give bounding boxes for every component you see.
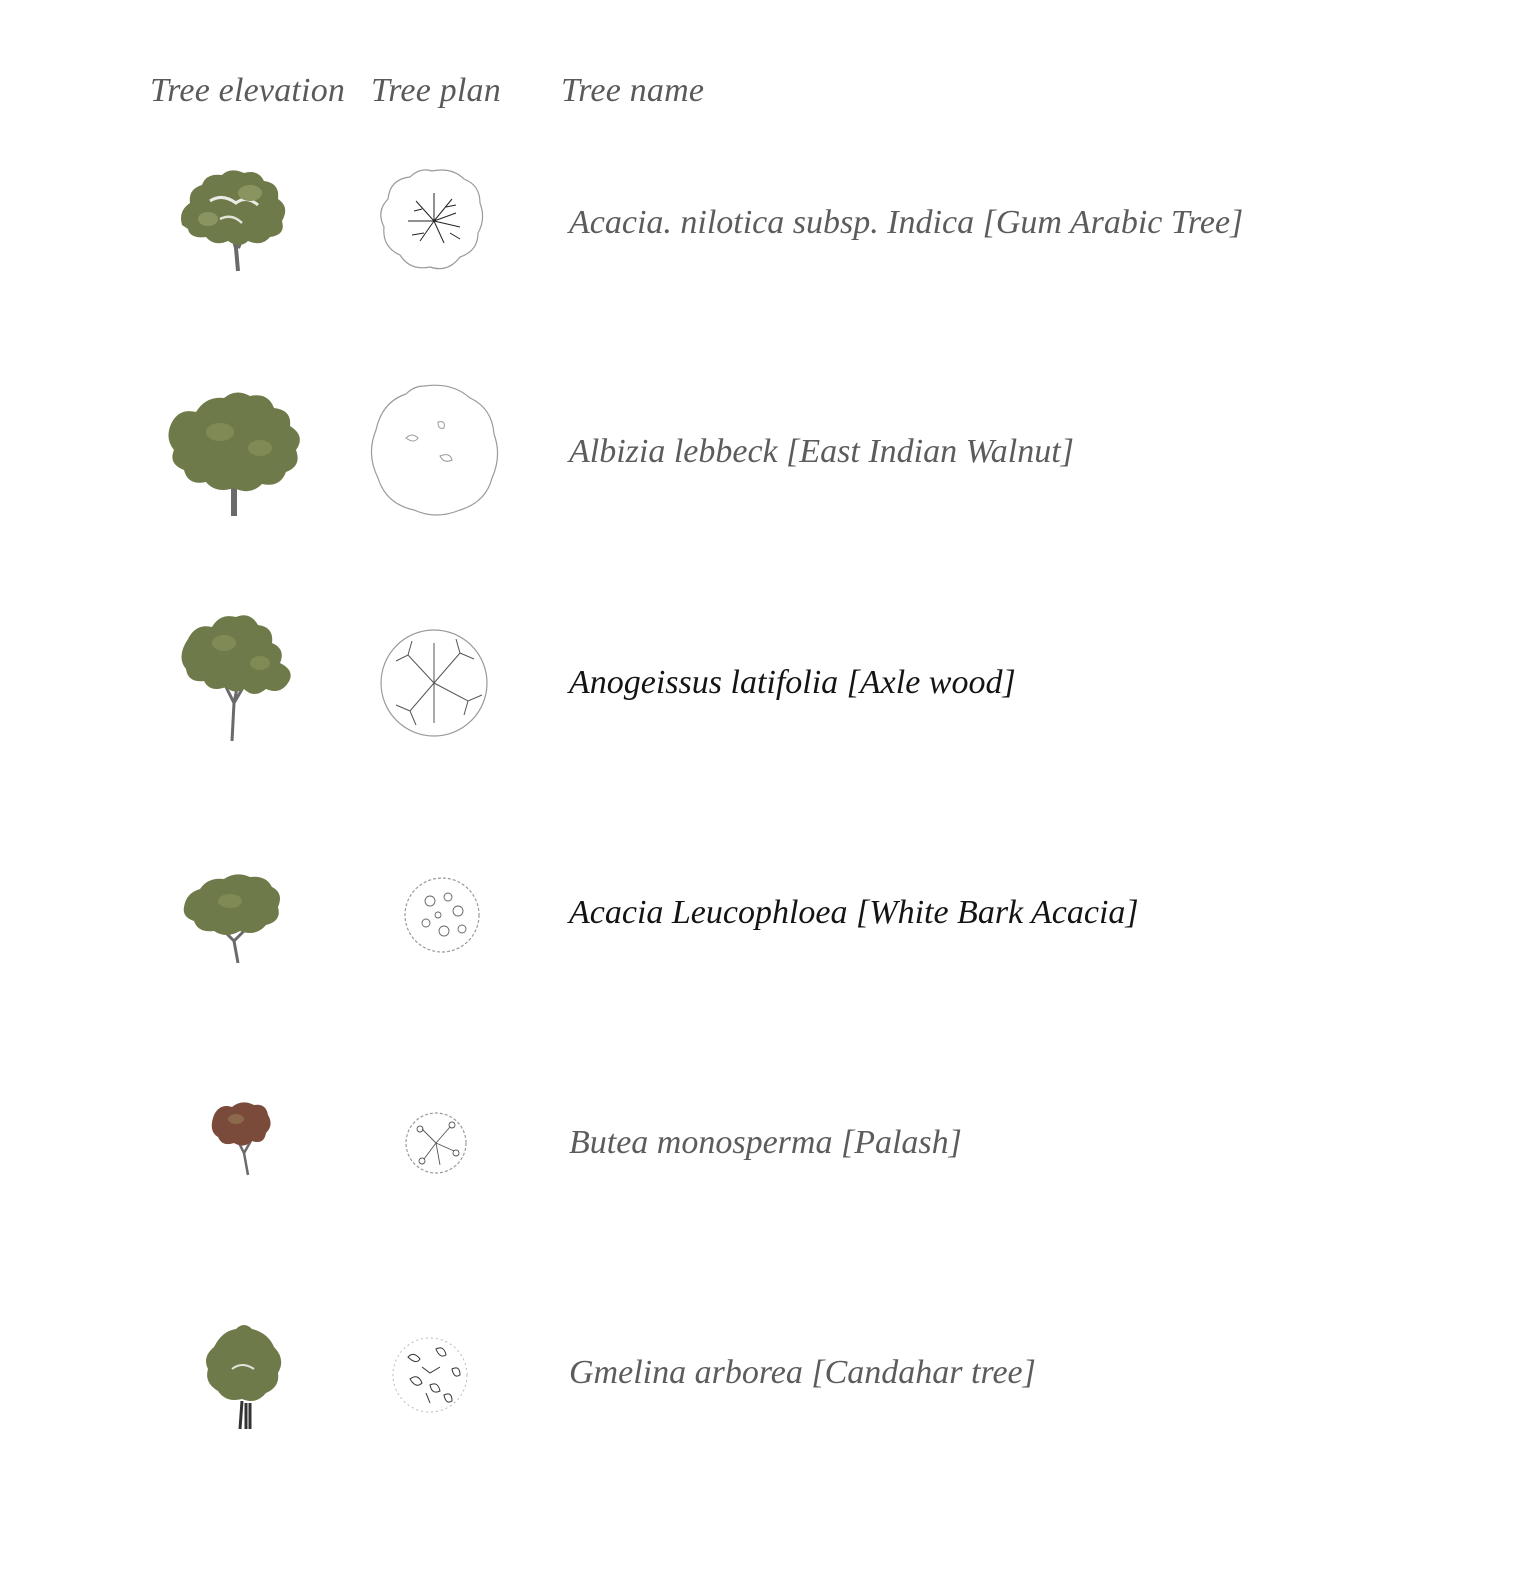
header-tree-elevation: Tree elevation xyxy=(150,72,346,109)
tree-row-acacia-leucophloea xyxy=(0,813,1536,1013)
tree-name-albizia-lebbeck: Albizia lebbeck [East Indian Walnut] xyxy=(569,433,1074,470)
tree-name-butea-monosperma: Butea monosperma [Palash] xyxy=(569,1124,962,1161)
tree-name-gmelina-arborea: Gmelina arborea [Candahar tree] xyxy=(569,1354,1036,1391)
tree-name-acacia-leucophloea: Acacia Leucophloea [White Bark Acacia] xyxy=(569,894,1139,931)
tree-name-acacia-nilotica: Acacia. nilotica subsp. Indica [Gum Arabic Tree] xyxy=(569,204,1244,241)
acacia-leucophloea-plan-icon xyxy=(360,813,510,1013)
tree-row-anogeissus-latifolia xyxy=(0,583,1536,783)
butea-monosperma-plan-icon xyxy=(360,1043,510,1243)
header-tree-plan: Tree plan xyxy=(371,72,501,109)
acacia-nilotica-elevation-icon xyxy=(150,123,330,323)
anogeissus-latifolia-elevation-icon xyxy=(150,583,330,783)
gmelina-arborea-elevation-icon xyxy=(150,1273,330,1473)
acacia-leucophloea-elevation-icon xyxy=(150,813,330,1013)
albizia-lebbeck-plan-icon xyxy=(360,352,510,552)
acacia-nilotica-plan-icon xyxy=(360,123,510,323)
header-tree-name: Tree name xyxy=(561,72,705,109)
gmelina-arborea-plan-icon xyxy=(360,1273,510,1473)
tree-row-butea-monosperma xyxy=(0,1043,1536,1243)
albizia-lebbeck-elevation-icon xyxy=(150,352,330,552)
butea-monosperma-elevation-icon xyxy=(150,1043,330,1243)
tree-row-gmelina-arborea xyxy=(0,1273,1536,1473)
anogeissus-latifolia-plan-icon xyxy=(360,583,510,783)
tree-row-albizia-lebbeck xyxy=(0,352,1536,552)
tree-name-anogeissus-latifolia: Anogeissus latifolia [Axle wood] xyxy=(569,664,1016,701)
tree-row-acacia-nilotica xyxy=(0,123,1536,323)
